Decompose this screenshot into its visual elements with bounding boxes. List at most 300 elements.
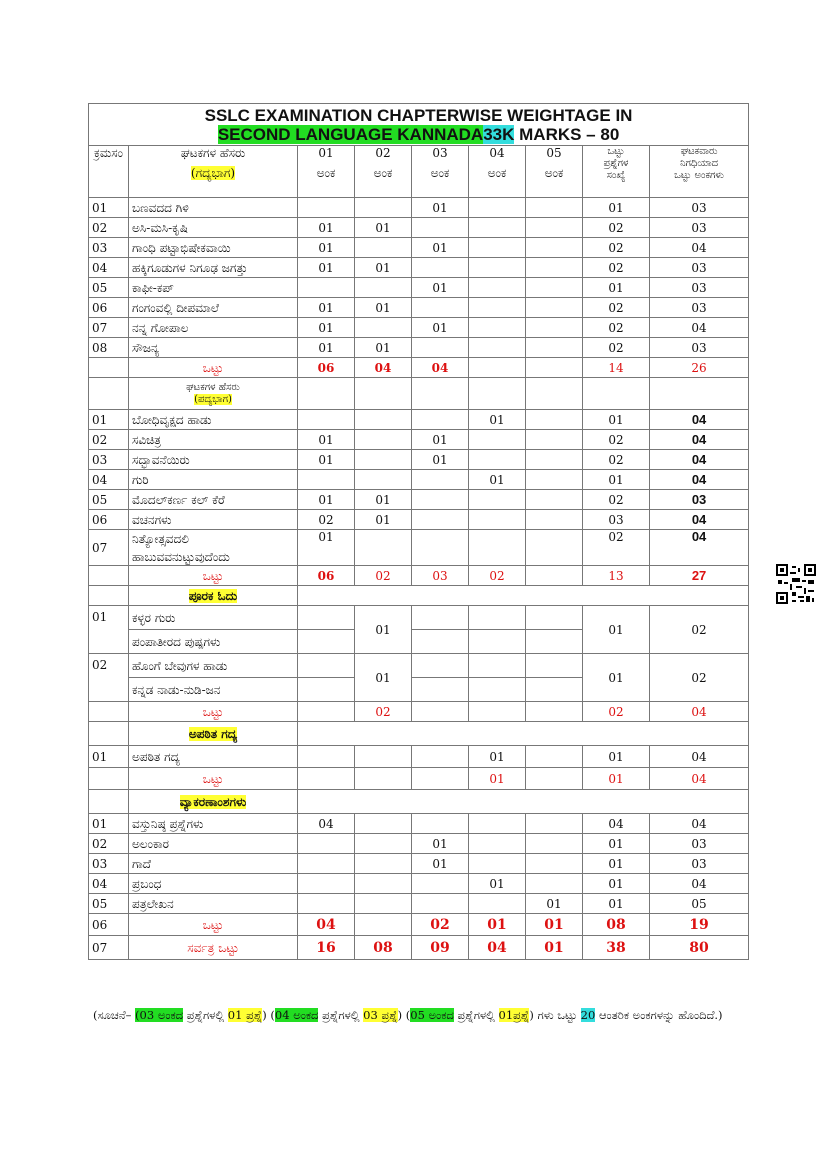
grammar-row	[89, 894, 749, 914]
poetry-section	[89, 410, 749, 530]
prose-t: 03	[650, 218, 749, 238]
grammar-m4	[469, 894, 526, 914]
poetry-m5	[526, 510, 583, 530]
grammar-q: 01	[583, 854, 650, 874]
prose-m3: 01	[412, 318, 469, 338]
poetry-row-07-no: 07	[89, 530, 129, 566]
header-total-marks	[650, 146, 749, 198]
header-mark-4	[469, 146, 526, 198]
poetry-m3: 01	[412, 450, 469, 470]
grammar-total-q: 08	[583, 914, 650, 936]
prose-total-m3: 04	[412, 358, 469, 378]
grammar-q: 04	[583, 814, 650, 834]
unseen-total-t: 04	[650, 768, 749, 790]
header-total-q-line1: ಒಟ್ಟು	[607, 146, 625, 157]
prose-m4	[469, 218, 526, 238]
prose-m5	[526, 278, 583, 298]
prose-m5	[526, 258, 583, 278]
prose-t: 03	[650, 338, 749, 358]
grammar-total-m1: 04	[298, 914, 355, 936]
poetry-m1: 02	[298, 510, 355, 530]
grammar-m3	[412, 894, 469, 914]
grammar-name: ಪ್ರಬಂಧ	[129, 874, 298, 894]
prose-m2: 01	[355, 338, 412, 358]
grammar-total-m2	[355, 914, 412, 936]
note-highlight-2: 01 ಪ್ರಶ್ನೆ	[227, 1008, 263, 1022]
prose-total-q: 14	[583, 358, 650, 378]
poetry-row-07-name	[129, 530, 298, 566]
prose-row	[89, 238, 749, 258]
header-total-q-line2: ಪ್ರಶ್ನೆಗಳ	[603, 158, 629, 169]
poetry-m3	[412, 470, 469, 490]
poetry-total-m4: 02	[469, 566, 526, 586]
grammar-m4	[469, 854, 526, 874]
prose-m3	[412, 258, 469, 278]
prose-m1	[298, 278, 355, 298]
supp-total-q: 02	[583, 702, 650, 722]
grammar-m2	[355, 874, 412, 894]
prose-m5	[526, 238, 583, 258]
poetry-m2	[355, 410, 412, 430]
grammar-section	[89, 814, 749, 914]
grand-total-no: 07	[89, 936, 129, 960]
supp-total-row	[89, 702, 749, 722]
grammar-m1	[298, 894, 355, 914]
grammar-m5	[526, 834, 583, 854]
poetry-m4	[469, 490, 526, 510]
supp-row-02-no: 02	[89, 654, 129, 702]
prose-no: 08	[89, 338, 129, 358]
poetry-total-m1: 06	[298, 566, 355, 586]
header-total-m-line3: ಒಟ್ಟು ಅಂಕಗಳು	[674, 170, 724, 181]
grammar-m1: 04	[298, 814, 355, 834]
prose-m5	[526, 298, 583, 318]
grammar-m2	[355, 834, 412, 854]
poetry-m4	[469, 510, 526, 530]
unseen-row-t: 04	[650, 746, 749, 768]
header-mark-1-value: 01	[318, 146, 334, 160]
prose-row	[89, 298, 749, 318]
prose-name: ಸೌಜನ್ಯ	[129, 338, 298, 358]
poetry-m2	[355, 430, 412, 450]
supplementary-heading: ಪೂರಕ ಓದು	[188, 588, 238, 603]
grammar-total-t: 19	[650, 914, 749, 936]
note-highlight-7: 20	[580, 1008, 596, 1022]
poetry-t: 04	[650, 470, 749, 490]
prose-m1: 01	[298, 318, 355, 338]
prose-m5	[526, 218, 583, 238]
note-part-5: ) (	[397, 1008, 411, 1022]
page-title	[89, 104, 749, 146]
unseen-total-label: ಒಟ್ಟು	[129, 768, 298, 790]
poetry-m5	[526, 470, 583, 490]
header-unit	[129, 146, 298, 198]
prose-q: 01	[583, 278, 650, 298]
header-total-questions	[583, 146, 650, 198]
grammar-m5	[526, 814, 583, 834]
prose-m2	[355, 278, 412, 298]
unseen-row-q: 01	[583, 746, 650, 768]
prose-m4	[469, 238, 526, 258]
prose-m3	[412, 218, 469, 238]
poetry-m3: 01	[412, 430, 469, 450]
poetry-no: 03	[89, 450, 129, 470]
poetry-no: 04	[89, 470, 129, 490]
grammar-total-no: 06	[89, 914, 129, 936]
grammar-t: 04	[650, 814, 749, 834]
grammar-m1	[298, 834, 355, 854]
grammar-m3: 01	[412, 834, 469, 854]
grammar-m3	[412, 814, 469, 834]
prose-q: 02	[583, 318, 650, 338]
note-part-8: ಆಂತರಿಕ ಅಂಕಗಳನ್ನು ಹೊಂದಿದೆ.)	[595, 1008, 723, 1022]
supp-row-01-name2: ಪಂಪಾತೀರದ ಪುಷ್ಪಗಳು	[129, 630, 298, 654]
grammar-m2	[355, 814, 412, 834]
grammar-heading-row	[89, 790, 749, 814]
supp-row-01-t: 02	[650, 606, 749, 654]
prose-m1	[298, 198, 355, 218]
prose-m5	[526, 198, 583, 218]
prose-m2: 01	[355, 298, 412, 318]
grand-total-m4: 04	[469, 936, 526, 960]
poetry-row	[89, 490, 749, 510]
prose-name: ಗಾಂಧಿ ಪಟ್ಟಾಭಿಷೇಕವಾಯಿ	[129, 238, 298, 258]
poetry-t: 04	[650, 410, 749, 430]
grand-total-label: ಸರ್ವತ್ರ ಒಟ್ಟು	[129, 936, 298, 960]
note-part-3: ) (	[262, 1008, 275, 1022]
poetry-row	[89, 430, 749, 450]
poetry-q: 03	[583, 510, 650, 530]
note-highlight-5: 05 ಅಂಕದ	[410, 1008, 454, 1022]
supp-row-02-t: 02	[650, 654, 749, 702]
header-unit-sub: (ಗದ್ಯಭಾಗ)	[190, 166, 236, 180]
poetry-no: 01	[89, 410, 129, 430]
title-marks: MARKS – 80	[514, 125, 620, 144]
poetry-t: 04	[650, 510, 749, 530]
grammar-name: ಗಾದೆ	[129, 854, 298, 874]
poetry-row	[89, 410, 749, 430]
supp-row-01-name1: ಕಳ್ಳರ ಗುರು	[129, 606, 298, 630]
note-part-1: (ಸೂಚನೆ–	[93, 1008, 136, 1022]
supp-row-02-name1: ಹೊಂಗೆ ಬೇವುಗಳ ಹಾಡು	[129, 654, 298, 678]
poetry-total-m5	[526, 566, 583, 586]
prose-row	[89, 338, 749, 358]
prose-t: 04	[650, 318, 749, 338]
poetry-row	[89, 450, 749, 470]
prose-name: ಗಂಗಂವಲ್ಲಿ ದೀಪಮಾಲೆ	[129, 298, 298, 318]
grammar-name: ಅಲಂಕಾರ	[129, 834, 298, 854]
footnote	[93, 1007, 753, 1024]
prose-m1: 01	[298, 298, 355, 318]
header-mark-1	[298, 146, 355, 198]
title-line-2	[89, 125, 748, 144]
poetry-m1: 01	[298, 490, 355, 510]
prose-m5	[526, 318, 583, 338]
prose-t: 03	[650, 258, 749, 278]
prose-m3	[412, 338, 469, 358]
grammar-name: ಪತ್ರಲೇಖನ	[129, 894, 298, 914]
prose-m3: 01	[412, 278, 469, 298]
prose-m3: 01	[412, 238, 469, 258]
supplementary-heading-row	[89, 586, 749, 606]
grammar-t: 03	[650, 854, 749, 874]
grand-total-q: 38	[583, 936, 650, 960]
poetry-m3	[412, 510, 469, 530]
prose-name: ಅಸಿ-ಮಸಿ-ಕೃಷಿ	[129, 218, 298, 238]
note-highlight-1: (03 ಅಂಕದ	[135, 1008, 184, 1022]
prose-m1: 01	[298, 258, 355, 278]
supp-row-02-m2: 01	[355, 654, 412, 702]
prose-t: 03	[650, 198, 749, 218]
poetry-row	[89, 470, 749, 490]
prose-m3	[412, 298, 469, 318]
unseen-heading-row	[89, 722, 749, 746]
poetry-m3	[412, 410, 469, 430]
poetry-q: 02	[583, 450, 650, 470]
poetry-no: 06	[89, 510, 129, 530]
poetry-row-07-name-line1: ನಿತ್ಯೋತ್ಸವದಲಿ	[132, 531, 189, 546]
poetry-m5	[526, 430, 583, 450]
header-anka-4: ಅಂಕ	[487, 166, 507, 180]
poetry-name: ವಚನಗಳು	[129, 510, 298, 530]
prose-total-label: ಒಟ್ಟು	[129, 358, 298, 378]
prose-m2: 01	[355, 218, 412, 238]
grand-total-m2: 08	[355, 936, 412, 960]
qr-code-icon[interactable]	[776, 564, 816, 604]
poetry-name: ಸದ್ಭಾವನೆಯಿರು	[129, 450, 298, 470]
prose-total-m2: 04	[355, 358, 412, 378]
note-part-7: ) ಗಳು ಒಟ್ಟು	[529, 1008, 581, 1022]
unseen-total-q: 01	[583, 768, 650, 790]
poetry-t: 04	[650, 450, 749, 470]
prose-row	[89, 218, 749, 238]
grammar-no: 02	[89, 834, 129, 854]
poetry-m5	[526, 490, 583, 510]
poetry-m2	[355, 450, 412, 470]
poetry-no: 05	[89, 490, 129, 510]
header-mark-2	[355, 146, 412, 198]
poetry-m1	[298, 470, 355, 490]
prose-row	[89, 318, 749, 338]
unseen-row-name: ಅಪಠಿತ ಗದ್ಯ	[129, 746, 298, 768]
supp-row-01a	[89, 606, 749, 630]
prose-m4	[469, 198, 526, 218]
poetry-q: 01	[583, 410, 650, 430]
prose-t: 03	[650, 298, 749, 318]
note-highlight-4: 03 ಪ್ರಶ್ನೆ	[363, 1008, 398, 1022]
grammar-no: 05	[89, 894, 129, 914]
grand-total-m3: 09	[412, 936, 469, 960]
prose-m2	[355, 318, 412, 338]
unseen-prose-heading: ಅಪಠಿತ ಗದ್ಯ	[188, 726, 238, 741]
grammar-m2	[355, 894, 412, 914]
prose-total-m5	[526, 358, 583, 378]
title-line-1: SSLC EXAMINATION CHAPTERWISE WEIGHTAGE IN	[204, 106, 633, 125]
supp-total-label: ಒಟ್ಟು	[129, 702, 298, 722]
prose-m4	[469, 298, 526, 318]
poetry-name: ಮೊದಲ್‌ಕರ್ಣ ಕಲ್ ಕೆರೆ	[129, 490, 298, 510]
grammar-m4	[469, 814, 526, 834]
poetry-m3	[412, 490, 469, 510]
prose-t: 04	[650, 238, 749, 258]
poetry-m5	[526, 450, 583, 470]
grammar-no: 03	[89, 854, 129, 874]
poetry-row-07-name-line2: ಹಾಬುವವನುಟ್ಟುವುದೆಂದು	[132, 549, 230, 564]
poetry-m2: 01	[355, 490, 412, 510]
poetry-q: 02	[583, 490, 650, 510]
poetry-m4: 01	[469, 410, 526, 430]
supp-row-01-q: 01	[583, 606, 650, 654]
poetry-m1: 01	[298, 450, 355, 470]
grammar-no: 01	[89, 814, 129, 834]
prose-q: 02	[583, 218, 650, 238]
supp-row-01-m2: 01	[355, 606, 412, 654]
poetry-t: 03	[650, 490, 749, 510]
poetry-m5	[526, 410, 583, 430]
prose-m1: 01	[298, 238, 355, 258]
grammar-total-m4: 01	[469, 914, 526, 936]
note-part-6: ಪ್ರಶ್ನೆಗಳಲ್ಲಿ	[453, 1008, 499, 1022]
grammar-m4: 01	[469, 874, 526, 894]
grammar-t: 05	[650, 894, 749, 914]
poetry-total-m2: 02	[355, 566, 412, 586]
prose-m2: 01	[355, 258, 412, 278]
grand-total-row	[89, 936, 749, 960]
header-anka-5: ಅಂಕ	[544, 166, 564, 180]
poetry-heading-row	[89, 378, 749, 410]
header-mark-5	[526, 146, 583, 198]
prose-m3: 01	[412, 198, 469, 218]
grammar-no: 04	[89, 874, 129, 894]
prose-name: ನನ್ನ ಗೋಪಾಲ	[129, 318, 298, 338]
grammar-heading: ವ್ಯಾಕರಣಾಂಶಗಳು	[179, 794, 247, 809]
poetry-m2: 01	[355, 510, 412, 530]
prose-total-row	[89, 358, 749, 378]
prose-t: 03	[650, 278, 749, 298]
prose-no: 01	[89, 198, 129, 218]
prose-m2	[355, 198, 412, 218]
prose-name: ಬಣವದದ ಗಿಳಿ	[129, 198, 298, 218]
grammar-t: 04	[650, 874, 749, 894]
header-mark-4-value: 04	[489, 146, 505, 160]
poetry-m2	[355, 470, 412, 490]
header-mark-5-value: 05	[546, 146, 562, 160]
poetry-m4: 01	[469, 470, 526, 490]
poetry-total-m3: 03	[412, 566, 469, 586]
poetry-total-q: 13	[583, 566, 650, 586]
grammar-m5	[526, 874, 583, 894]
poetry-no: 02	[89, 430, 129, 450]
prose-m4	[469, 258, 526, 278]
poetry-m1	[298, 410, 355, 430]
unseen-total-m4: 01	[469, 768, 526, 790]
supp-row-02a	[89, 654, 749, 678]
grammar-t: 03	[650, 834, 749, 854]
prose-m5	[526, 338, 583, 358]
grammar-total-m3: 02	[412, 914, 469, 936]
note-highlight-3: 04 ಅಂಕದ	[274, 1008, 319, 1022]
supp-total-t: 04	[650, 702, 749, 722]
grammar-row	[89, 874, 749, 894]
prose-no: 05	[89, 278, 129, 298]
poetry-total-label: ಒಟ್ಟು	[129, 566, 298, 586]
supp-row-01-no: 01	[89, 606, 129, 654]
grammar-q: 01	[583, 834, 650, 854]
prose-m4	[469, 338, 526, 358]
poetry-t: 04	[650, 430, 749, 450]
grammar-q: 01	[583, 874, 650, 894]
weightage-sheet	[88, 103, 748, 960]
header-anka-3: ಅಂಕ	[430, 166, 450, 180]
prose-m1: 01	[298, 338, 355, 358]
prose-m4	[469, 278, 526, 298]
grammar-m5	[526, 854, 583, 874]
table-header	[89, 146, 749, 198]
poetry-m4	[469, 430, 526, 450]
poetry-row	[89, 510, 749, 530]
prose-no: 03	[89, 238, 129, 258]
prose-m2	[355, 238, 412, 258]
prose-section	[89, 198, 749, 358]
poetry-q: 02	[583, 430, 650, 450]
poetry-total-row	[89, 566, 749, 586]
supp-row-02-q: 01	[583, 654, 650, 702]
prose-name: ಹಕ್ಕಿಗೂಡುಗಳ ನಿಗೂಢ ಜಗತ್ತು	[129, 258, 298, 278]
title-subject: SECOND LANGUAGE KANNADA	[217, 125, 484, 144]
weightage-table	[88, 103, 749, 960]
grammar-m2	[355, 854, 412, 874]
grammar-total-m5: 01	[526, 914, 583, 936]
prose-m1: 01	[298, 218, 355, 238]
prose-q: 01	[583, 198, 650, 218]
prose-no: 07	[89, 318, 129, 338]
grand-total-t: 80	[650, 936, 749, 960]
grammar-m3: 01	[412, 854, 469, 874]
header-total-m-line2: ನಿಗಧಿಯಾದ	[679, 158, 719, 169]
prose-no: 04	[89, 258, 129, 278]
poetry-name: ಗುರಿ	[129, 470, 298, 490]
grammar-row	[89, 814, 749, 834]
poetry-row-07-t: 04	[650, 530, 749, 566]
grammar-name: ವಸ್ತುನಿಷ್ಠ ಪ್ರಶ್ನೆಗಳು	[129, 814, 298, 834]
unseen-row-no: 01	[89, 746, 129, 768]
note-part-4: ಪ್ರಶ್ನೆಗಳಲ್ಲಿ	[318, 1008, 364, 1022]
prose-no: 06	[89, 298, 129, 318]
header-unit-name: ಘಟಕಗಳ ಹೆಸರು	[180, 146, 246, 160]
grand-total-m5: 01	[526, 936, 583, 960]
prose-row	[89, 278, 749, 298]
prose-row	[89, 198, 749, 218]
poetry-q: 01	[583, 470, 650, 490]
prose-total-t: 26	[650, 358, 749, 378]
prose-row	[89, 258, 749, 278]
supp-total-m2: 02	[355, 702, 412, 722]
header-total-q-line3: ಸಂಖ್ಯೆ	[606, 170, 626, 181]
grammar-m1	[298, 854, 355, 874]
prose-q: 02	[583, 238, 650, 258]
poetry-row-07-m1: 01	[298, 530, 355, 566]
prose-total-m4	[469, 358, 526, 378]
header-mark-3	[412, 146, 469, 198]
supp-row-02-name2: ಕನ್ನಡ ನಾಡು-ನುಡಿ-ಜನ	[129, 678, 298, 702]
prose-name: ಕಾಫೀ-ಕಪ್	[129, 278, 298, 298]
poetry-heading-line1: ಘಟಕಗಳ ಹೆಸರು	[186, 381, 240, 393]
note-part-2: ಪ್ರಶ್ನೆಗಳಲ್ಲಿ	[183, 1008, 228, 1022]
unseen-row	[89, 746, 749, 768]
note-highlight-6: 01ಪ್ರಶ್ನೆ	[498, 1008, 530, 1022]
poetry-total-t: 27	[650, 566, 749, 586]
header-total-m-line1: ಘಟಕವಾರು	[680, 146, 718, 157]
